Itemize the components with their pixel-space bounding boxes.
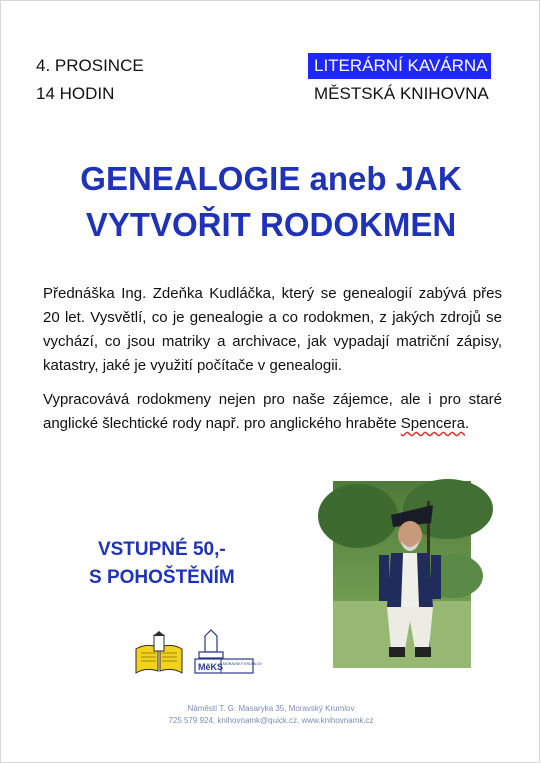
title-line-1: GENEALOGIE aneb JAK bbox=[80, 160, 462, 197]
refreshment-line: S POHOŠTĚNÍM bbox=[89, 567, 235, 588]
title-line-2: VYTVOŘIT RODOKMEN bbox=[85, 206, 457, 243]
costumed-soldier-photo bbox=[333, 481, 471, 668]
meks-logo-main-text: MěKS bbox=[198, 662, 224, 672]
venue-line: MĚSTSKÁ KNIHOVNA bbox=[314, 84, 489, 103]
price-line: VSTUPNÉ 50,- bbox=[97, 539, 226, 560]
event-venue bbox=[314, 52, 491, 108]
footer-address: Náměstí T. G. Masaryka 35, Moravský Krumlov bbox=[187, 704, 355, 713]
date-line: 4. PROSINCE bbox=[36, 56, 144, 75]
description-paragraph-1: Přednáška Ing. Zdeňka Kudláčka, který se genealogií zabývá přes 20 let. Vysvětlí, co je genealogie a co rodokmen, z jakých zdrojů se vychází, co jsou matriky a archivace, jak vypadají matriční zápisy, katastry, jaké je využití počítače v genealogii. bbox=[43, 285, 502, 374]
footer-contact bbox=[1, 703, 541, 727]
paragraph-2-text: Vypracovává rodokmeny nejen pro naše zájemce, ale i pro staré anglické šlechtické rody např. pro anglického hraběte bbox=[43, 391, 502, 432]
meks-logo-icon bbox=[195, 628, 262, 681]
entry-price bbox=[89, 536, 235, 592]
photo-graphic bbox=[333, 481, 471, 668]
paragraph-2-end: . bbox=[464, 415, 470, 432]
venue-highlight: LITERÁRNÍ KAVÁRNA bbox=[308, 53, 491, 79]
meks-logo-graphic bbox=[195, 628, 262, 676]
time-line: 14 HODIN bbox=[36, 84, 115, 103]
event-date bbox=[36, 52, 144, 108]
library-logo-graphic bbox=[134, 631, 184, 675]
event-description bbox=[43, 282, 502, 446]
library-logo-icon bbox=[134, 631, 184, 680]
footer-contact-line: 725 579 924, knihovnamk@quick.cz, www.knihovnamk.cz bbox=[168, 716, 374, 725]
event-title bbox=[1, 156, 541, 248]
spencera-word: Spencera bbox=[400, 415, 465, 432]
meks-logo-sub-text: MORAVSKÝ KRUMLOV bbox=[223, 662, 262, 666]
description-paragraph-2 bbox=[43, 388, 502, 436]
